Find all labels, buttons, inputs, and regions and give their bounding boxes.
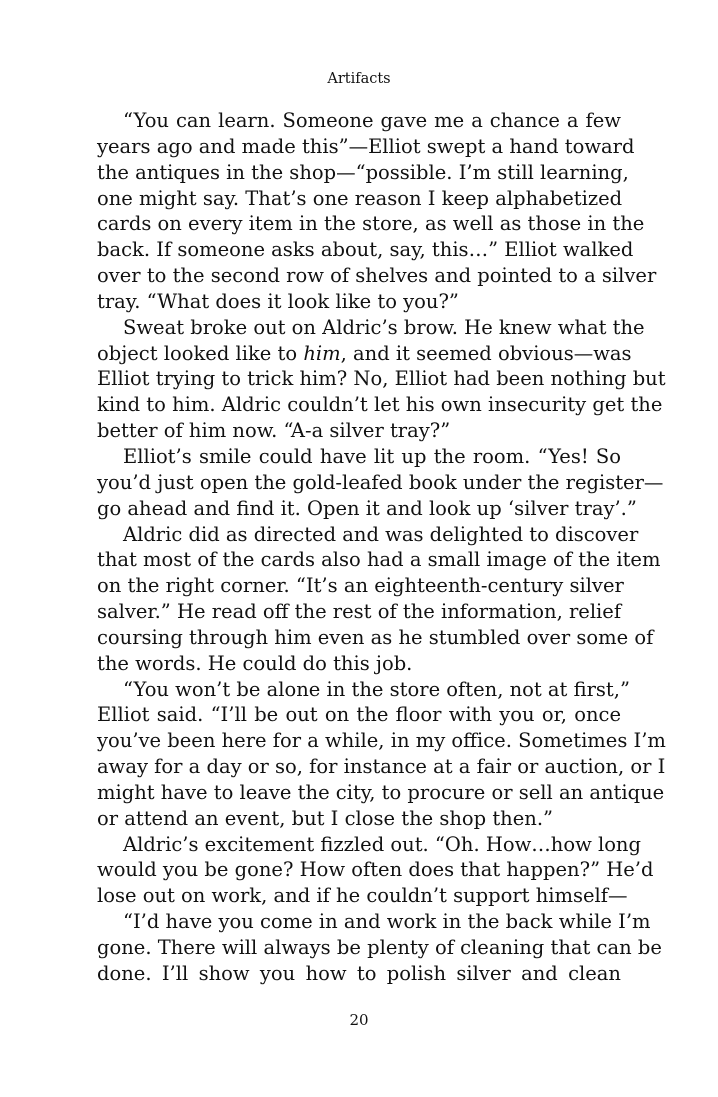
text-line: go ahead and find it. Open it and look up ‘silver tray’.” (97, 496, 637, 520)
text-line: cards on every item in the store, as well as those in the (97, 212, 645, 236)
text-line: years ago and made this”—Elliot swept a hand toward (97, 134, 635, 158)
text-line: the antiques in the shop—“possible. I’m still learning, (97, 160, 629, 184)
paragraph (97, 909, 662, 987)
text-line: kind to him. Aldric couldn’t let his own insecurity get the (97, 393, 663, 417)
paragraph (97, 444, 664, 522)
text-line: coursing through him even as he stumbled over some of (97, 625, 654, 649)
paragraph (97, 522, 661, 677)
text-line: Elliot’s smile could have lit up the room. “Yes! So (123, 444, 621, 468)
text-line: over to the second row of shelves and pointed to a silver (97, 264, 657, 288)
text-line: you’d just open the gold-leafed book under the register— (97, 470, 664, 494)
text-line: tray. “What does it look like to you?” (97, 289, 459, 313)
emphasis: him (303, 341, 341, 365)
text-line: “You can learn. Someone gave me a chance a few (123, 109, 621, 132)
text-line: better of him now. “A-a silver tray?” (97, 419, 451, 443)
text-line: salver.” He read off the rest of the information, relief (97, 600, 622, 624)
text-line: back. If someone asks about, say, this…” Elliot walked (97, 238, 634, 262)
text-line: you’ve been here for a while, in my office. Sometimes I’m (97, 729, 666, 753)
text-line: that most of the cards also had a small image of the item (97, 548, 661, 572)
body-text (97, 108, 666, 987)
running-header: Artifacts (327, 71, 391, 87)
text-line: “I’d have you come in and work in the back while I’m (123, 910, 651, 934)
text-line: or attend an event, but I close the shop then.” (97, 806, 554, 830)
text-line: might have to leave the city, to procure or sell an antique (97, 780, 665, 804)
text-line: Sweat broke out on Aldric’s brow. He knew what the (123, 315, 645, 339)
page-number: 20 (349, 1011, 369, 1029)
paragraph (97, 315, 666, 444)
text-line: would you be gone? How often does that happen?” He’d (97, 858, 654, 882)
text-line: Aldric’s excitement fizzled out. “Oh. How…how long (123, 832, 641, 856)
text-line: the words. He could do this job. (97, 651, 413, 675)
text-line: gone. There will always be plenty of cleaning that can be (97, 936, 662, 959)
text-line: “You won’t be alone in the store often, not at first,” (123, 677, 630, 701)
text-line: one might say. That’s one reason I keep alphabetized (97, 186, 623, 210)
text-line: done. I’ll show you how to polish silver and clean (97, 961, 621, 985)
paragraph (97, 832, 654, 910)
text-line: on the right corner. “It’s an eighteenth-century silver (97, 574, 624, 598)
text-line: Aldric did as directed and was delighted to discover (123, 522, 639, 546)
text-line: object looked like to him, and it seemed obvious—was (97, 341, 632, 365)
text-line: Elliot said. “I’ll be out on the floor with you or, once (97, 703, 621, 727)
paragraph (97, 677, 666, 832)
text-line: away for a day or so, for instance at a fair or auction, or I (97, 755, 666, 779)
text-line: lose out on work, and if he couldn’t support himself— (97, 884, 628, 908)
text-line: Elliot trying to trick him? No, Elliot had been nothing but (97, 367, 666, 391)
paragraph (97, 108, 657, 315)
